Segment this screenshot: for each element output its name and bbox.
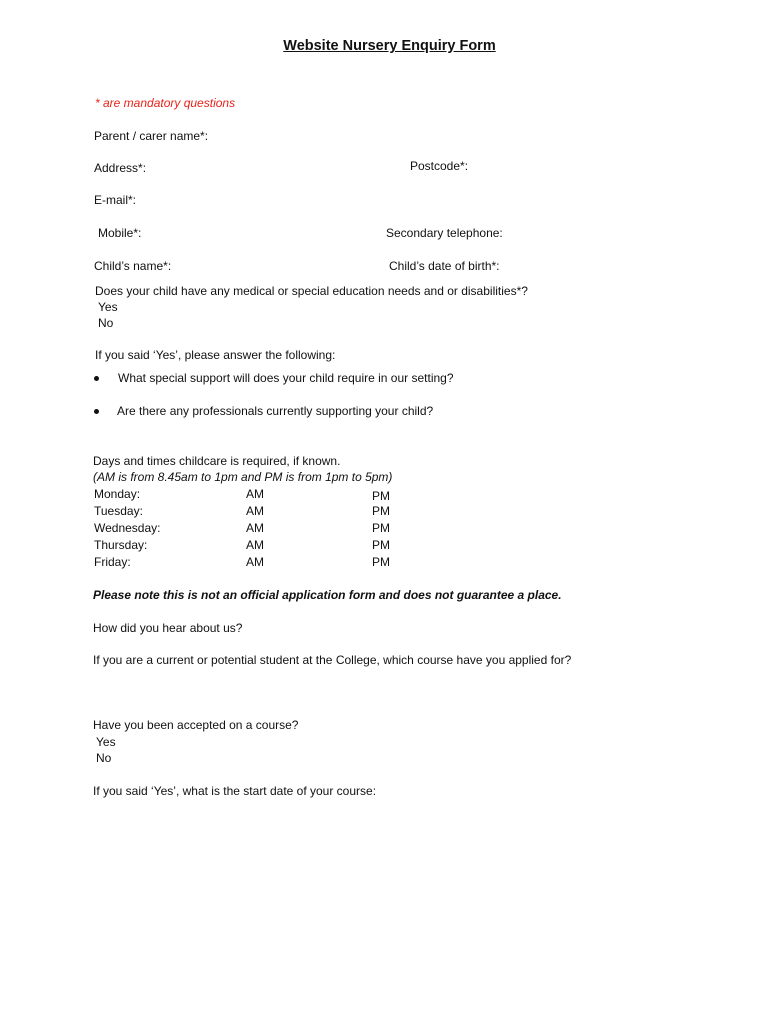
accepted-no-option: No xyxy=(96,751,112,765)
accepted-question: Have you been accepted on a course? xyxy=(93,718,299,732)
mandatory-note: * are mandatory questions xyxy=(95,96,236,110)
schedule-day-friday: Friday: xyxy=(94,555,131,569)
schedule-intro: Days and times childcare is required, if known. xyxy=(93,454,341,468)
bullet-dot-icon xyxy=(94,376,99,381)
schedule-pm-wednesday: PM xyxy=(372,521,390,535)
schedule-am-friday: AM xyxy=(246,555,264,569)
schedule-am-thursday: AM xyxy=(246,538,264,552)
medical-question: Does your child have any medical or special education needs and or disabilities*? xyxy=(95,284,528,298)
followup-intro: If you said ‘Yes’, please answer the following: xyxy=(95,348,336,362)
schedule-day-monday: Monday: xyxy=(94,487,141,501)
bullet-professionals: Are there any professionals currently supporting your child? xyxy=(117,404,434,418)
mobile-label: Mobile*: xyxy=(98,226,142,240)
bullet-special-support: What special support will does your child require in our setting? xyxy=(118,371,454,385)
schedule-pm-tuesday: PM xyxy=(372,504,390,518)
schedule-day-thursday: Thursday: xyxy=(94,538,148,552)
schedule-am-tuesday: AM xyxy=(246,504,264,518)
accepted-yes-option: Yes xyxy=(96,735,116,749)
schedule-pm-friday: PM xyxy=(372,555,390,569)
schedule-am-monday: AM xyxy=(246,487,264,501)
medical-no-option: No xyxy=(98,316,114,330)
schedule-am-wednesday: AM xyxy=(246,521,264,535)
start-date-question: If you said ‘Yes’, what is the start date of your course: xyxy=(93,784,377,798)
email-label: E-mail*: xyxy=(94,193,137,207)
child-name-label: Child’s name*: xyxy=(94,259,172,273)
course-question: If you are a current or potential student at the College, which course have you applied for? xyxy=(93,653,572,667)
schedule-pm-monday: PM xyxy=(372,489,390,503)
child-dob-label: Child’s date of birth*: xyxy=(389,259,500,273)
address-label: Address*: xyxy=(94,161,147,175)
secondary-telephone-label: Secondary telephone: xyxy=(386,226,503,240)
parent-name-label: Parent / carer name*: xyxy=(94,129,209,143)
postcode-label: Postcode*: xyxy=(410,159,469,173)
schedule-day-wednesday: Wednesday: xyxy=(94,521,161,535)
page-title: Website Nursery Enquiry Form xyxy=(283,38,496,54)
schedule-day-tuesday: Tuesday: xyxy=(94,504,143,518)
bullet-dot-icon xyxy=(94,409,99,414)
medical-yes-option: Yes xyxy=(98,300,118,314)
hear-about-question: How did you hear about us? xyxy=(93,621,243,635)
schedule-hours-note: (AM is from 8.45am to 1pm and PM is from 1pm to 5pm) xyxy=(93,470,393,484)
schedule-pm-thursday: PM xyxy=(372,538,390,552)
disclaimer: Please note this is not an official application form and does not guarantee a place. xyxy=(93,588,562,602)
